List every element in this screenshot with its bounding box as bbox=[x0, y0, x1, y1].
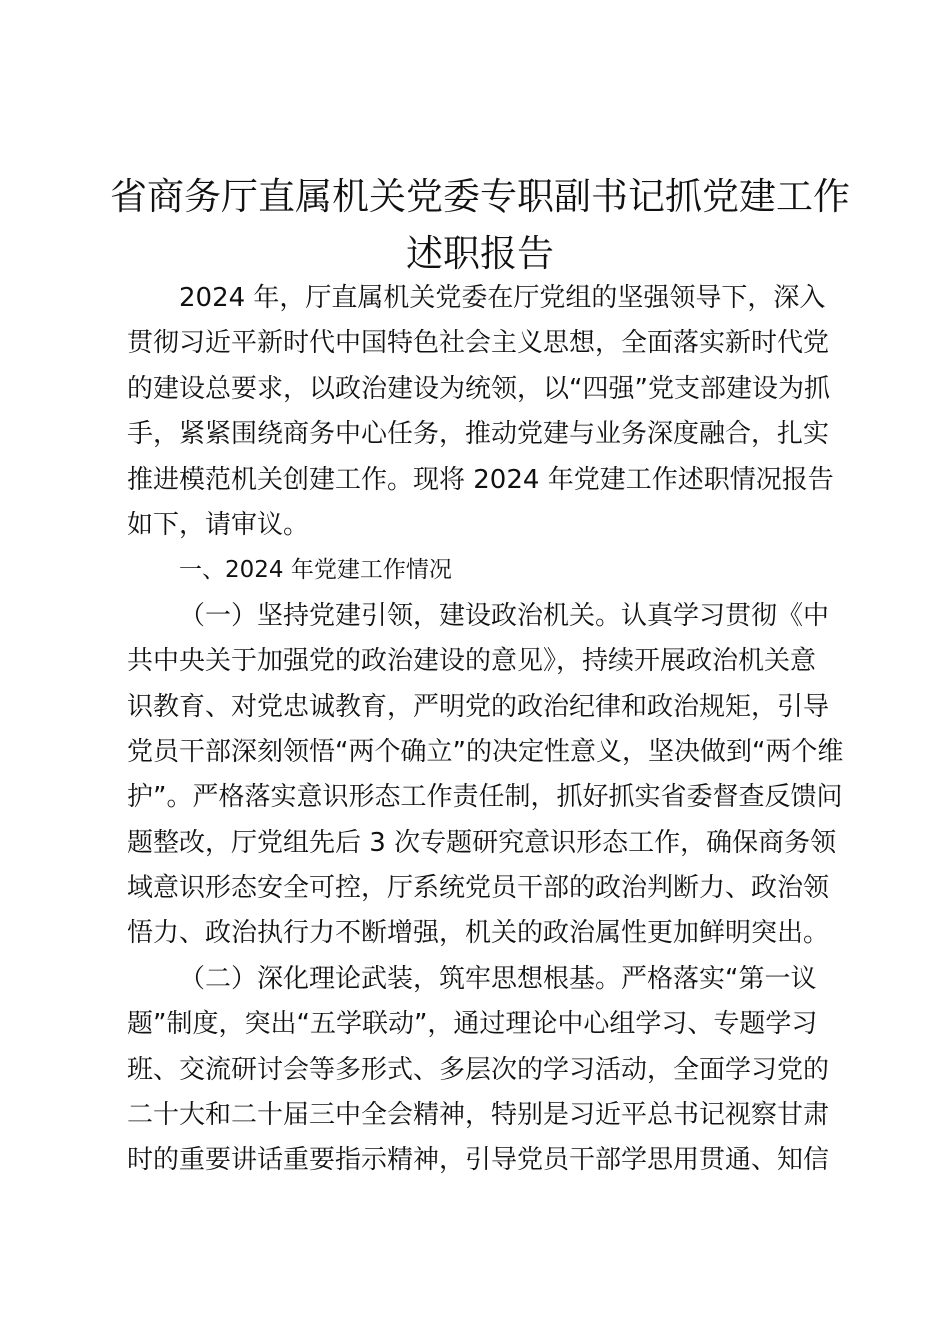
paragraph-line: 2024 年，厅直属机关党委在厅党组的坚强领导下，深入 bbox=[179, 283, 826, 313]
paragraph-line: 二十大和二十届三中全会精神，特别是习近平总书记视察甘肃 bbox=[127, 1100, 830, 1131]
paragraph-line: 护”。严格落实意识形态工作责任制，抓好抓实省委督查反馈问 bbox=[127, 782, 843, 813]
paragraph-line: 共中央关于加强党的政治建设的意见》，持续开展政治机关意 bbox=[127, 646, 817, 677]
title-line: 述职报告 bbox=[406, 232, 554, 275]
paragraph-line: 班、交流研讨会等多形式、多层次的学习活动，全面学习党的 bbox=[127, 1054, 830, 1085]
paragraph-line: 的建设总要求，以政治建设为统领，以“四强”党支部建设为抓 bbox=[127, 373, 830, 404]
paragraph-line: 如下，请审议。 bbox=[127, 509, 310, 540]
paragraph-line: 悟力、政治执行力不断增强，机关的政治属性更加鲜明突出。 bbox=[127, 918, 830, 949]
paragraph-line: 手，紧紧围绕商务中心任务，推动党建与业务深度融合，扎实 bbox=[127, 419, 830, 450]
paragraph-line: （二）深化理论武装，筑牢思想根基。严格落实“第一议 bbox=[179, 963, 817, 994]
document-title bbox=[100, 168, 860, 282]
paragraph-line: 党员干部深刻领悟“两个确立”的决定性意义，坚决做到“两个维 bbox=[127, 736, 844, 767]
paragraph-line: 推进模范机关创建工作。现将 2024 年党建工作述职情况报告 bbox=[127, 464, 834, 495]
paragraph-line: 贯彻习近平新时代中国特色社会主义思想，全面落实新时代党 bbox=[127, 328, 830, 359]
paragraph-line: （一）坚持党建引领，建设政治机关。认真学习贯彻《中 bbox=[179, 600, 830, 631]
paragraph-line: 题整改，厅党组先后 3 次专题研究意识形态工作，确保商务领 bbox=[127, 827, 837, 858]
paragraph-line: 识教育、对党忠诚教育，严明党的政治纪律和政治规矩，引导 bbox=[127, 691, 830, 722]
section-heading-line: 一、2024 年党建工作情况 bbox=[179, 557, 452, 584]
paragraph-line: 时的重要讲话重要指示精神，引导党员干部学思用贯通、知信 bbox=[127, 1145, 830, 1176]
paragraph-line: 域意识形态安全可控，厅系统党员干部的政治判断力、政治领 bbox=[127, 873, 830, 904]
document-body bbox=[127, 276, 844, 1184]
paragraph-line: 题”制度，突出“五学联动”，通过理论中心组学习、专题学习 bbox=[127, 1009, 818, 1040]
title-line: 省商务厅直属机关党委专职副书记抓党建工作 bbox=[110, 175, 850, 218]
